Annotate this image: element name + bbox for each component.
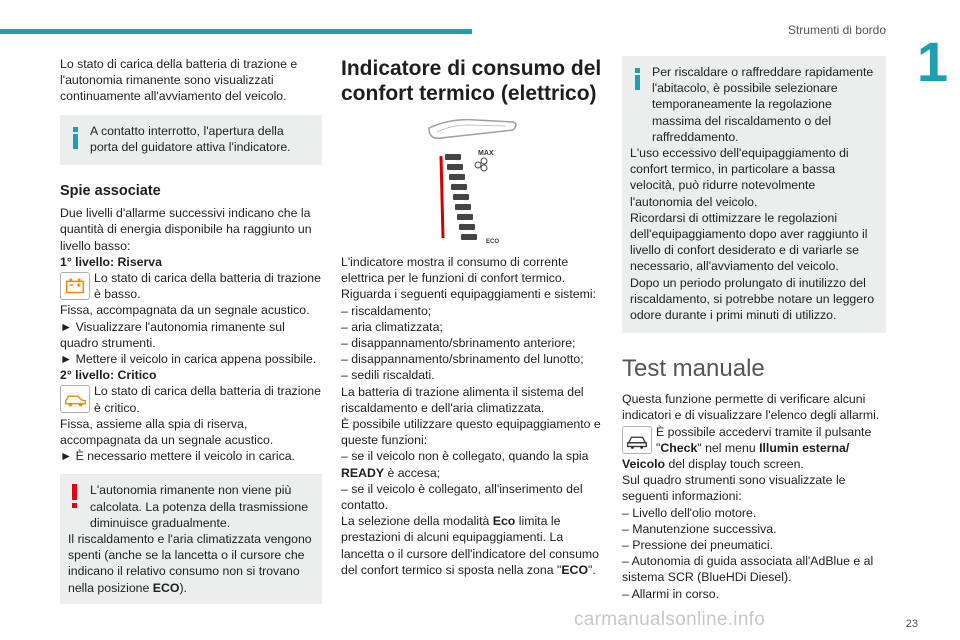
gauge-eco-label: ECO [486, 239, 500, 245]
lamp-text: Lo stato di carica della batteria di trazione è basso. [94, 271, 321, 302]
action-step: ► Mettere il veicolo in carica appena possibile. [60, 352, 317, 367]
paragraph: È possibile utilizzare questo equipaggiamento e queste funzioni: [341, 417, 601, 448]
paragraph: Sul quadro strumenti sono visualizzate le seguenti informazioni: [622, 473, 846, 504]
info-text: L'uso eccessivo dell'equipaggiamento di confort termico, in particolare a bassa velocità, può ridurre notevolmente l'autonomia del veicolo. [630, 146, 849, 209]
info-text: Dopo un periodo prolungato di inutilizzo del riscaldamento, si potrebbe notare un leggero odore durante i primi minuti di utilizzo. [630, 275, 875, 323]
list-item: – Livello dell'olio motore. [622, 505, 757, 520]
lamp-text: Lo stato di carica della batteria di trazione è critico. [94, 384, 321, 415]
info-text: Ricordarsi di ottimizzare le regolazioni dell'equipaggiamento dopo aver raggiunto il livello di confort desiderato e di variarle se necessario, all'avviamento del veicolo. [630, 210, 868, 274]
vehicle-menu-icon [622, 426, 652, 454]
list-item: – aria climatizzata; [341, 319, 443, 334]
page-number: 23 [905, 618, 918, 630]
paragraph: La batteria di trazione alimenta il sistema del riscaldamento e dell'aria climatizzata. [341, 384, 584, 415]
chapter-tab [900, 0, 960, 100]
list-item: – se il veicolo è collegato, all'inserimento del contatto. [341, 481, 583, 513]
column-3 [622, 56, 886, 602]
lamp-row-reserve [60, 270, 322, 302]
thermal-gauge-illustration [341, 118, 603, 248]
level-2-title: 2° livello: Critico [60, 368, 157, 383]
warning-text-a: L'autonomia rimanente non viene più calcolata. La potenza della trasmissione diminuisce gradualmente. [90, 483, 309, 530]
list-item: – sedili riscaldati. [341, 368, 435, 383]
list-item: – Allarmi in corso. [622, 586, 720, 601]
paragraph: Fissa, assieme alla spia di riserva, accompagnata da un segnale acustico. [60, 416, 274, 448]
header-accent-bar [0, 29, 472, 34]
info-icon [69, 125, 83, 151]
warning-text-b: Il riscaldamento e l'aria climatizzata vengono spenti (anche se la lancetta o il cursore che indicano il relativo consumo non si trovano nella posizione ECO). [68, 532, 312, 595]
list-item: – riscaldamento; [341, 303, 432, 318]
watermark: carmanualsonline.info [574, 609, 766, 630]
intro-paragraph: Lo stato di carica della batteria di trazione e l'autonomia rimanente sono visualizzati continuamente all'avviamento del veicolo. [60, 57, 298, 104]
lamp-row-critical [60, 383, 322, 415]
paragraph: Fissa, accompagnata da un segnale acustico. [60, 303, 310, 318]
info-box [622, 56, 886, 333]
action-step: ► È necessario mettere il veicolo in carica. [60, 449, 295, 464]
section-heading: Spie associate [60, 183, 161, 200]
gauge-max-label: MAX [478, 150, 494, 157]
section-heading: Indicatore di consumo del confort termico (elettrico) [341, 57, 602, 105]
paragraph: La selezione della modalità Eco limita le prestazioni di alcuni equipaggiamenti. La lancetta o il cursore dell'indicatore del consumo del confort termico si sposta nella zona "ECO". [341, 514, 599, 577]
list-item: – Pressione dei pneumatici. [622, 538, 774, 553]
paragraph: Riguarda i seguenti equipaggiamenti e sistemi: [341, 287, 596, 302]
info-box [60, 115, 322, 165]
header-title: Strumenti di bordo [787, 23, 886, 37]
list-item: – Autonomia di guida associata all'AdBlue e al sistema SCR (BlueHDi Diesel). [622, 554, 874, 585]
thermal-gauge-figure [341, 118, 603, 248]
info-text: A contatto interrotto, l'apertura della porta del guidatore attiva l'indicatore. [90, 123, 291, 154]
section-heading: Test manuale [622, 355, 765, 383]
paragraph: L'indicatore mostra il consumo di corrente elettrica per le funzioni di confort termico. [341, 255, 569, 286]
list-item: – disappannamento/sbrinamento del lunotto; [341, 352, 584, 367]
warning-icon [69, 482, 81, 510]
paragraph: Veicolo del display touch screen. [622, 457, 804, 472]
lamp-text: È possibile accedervi tramite il pulsante "Check" nel menu Illumin esterna/ [656, 424, 872, 455]
chapter-number: 1 [916, 30, 948, 93]
paragraph: Due livelli d'allarme successivi indicano che la quantità di energia disponibile ha raggiunto un livello basso: [60, 206, 312, 253]
info-icon [631, 66, 645, 92]
car-critical-icon [60, 385, 90, 413]
battery-reserve-icon [60, 272, 90, 300]
paragraph: Questa funzione permette di verificare alcuni indicatori e di visualizzare l'elenco degli allarmi. [622, 392, 880, 423]
list-item: – disappannamento/sbrinamento anteriore; [341, 336, 576, 351]
info-text: Per riscaldare o raffreddare rapidamente l'abitacolo, è possibile selezionare temporaneamente la regolazione massima del riscaldamento o del raffreddamento. [652, 65, 874, 144]
warning-box [60, 474, 322, 603]
column-2 [341, 56, 603, 578]
level-1-title: 1° livello: Riserva [60, 254, 162, 269]
list-item: – Manutenzione successiva. [622, 521, 777, 536]
column-1 [60, 56, 322, 604]
action-step: ► Visualizzare l'autonomia rimanente sul quadro strumenti. [60, 319, 285, 350]
list-item: – se il veicolo non è collegato, quando la spia READY è accesa; [341, 449, 589, 480]
lamp-row-check [622, 424, 886, 456]
